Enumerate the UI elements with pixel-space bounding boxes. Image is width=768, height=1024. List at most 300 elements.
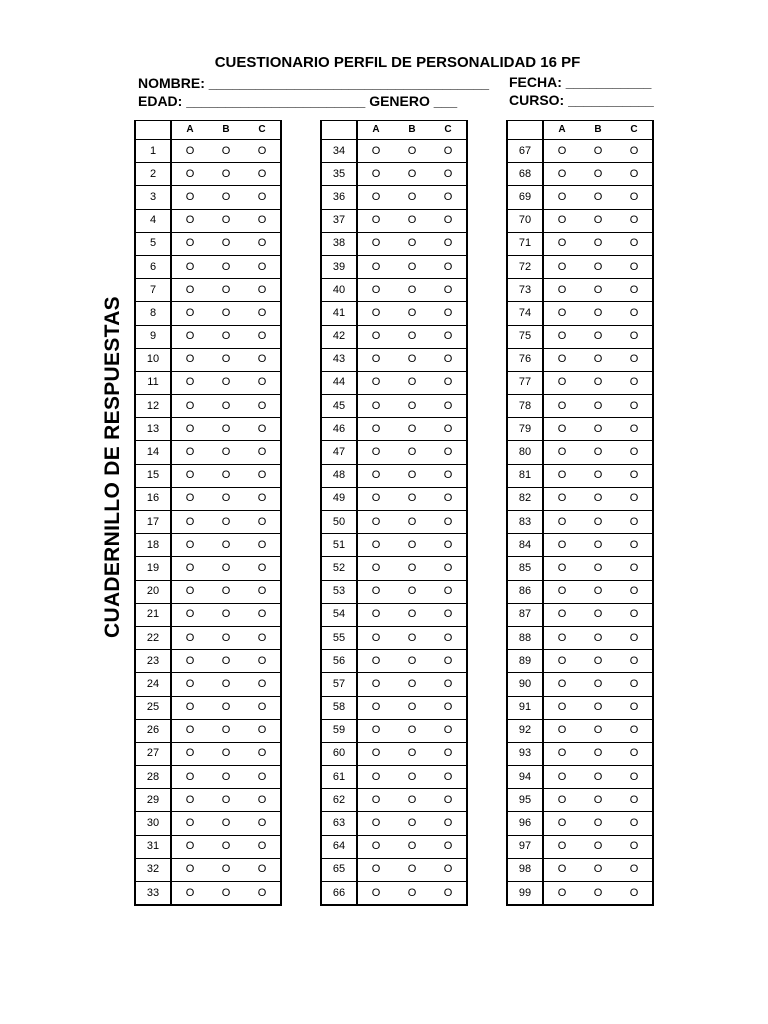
- answer-bubble-74-a[interactable]: O: [543, 302, 580, 325]
- answer-bubble-17-a[interactable]: O: [171, 511, 208, 534]
- answer-bubble-40-b[interactable]: O: [394, 279, 430, 302]
- answer-bubble-30-c[interactable]: O: [244, 812, 281, 835]
- age-gender-field[interactable]: EDAD: _______________________ GENERO ___: [138, 93, 458, 109]
- answer-bubble-62-c[interactable]: O: [430, 789, 467, 812]
- answer-bubble-37-c[interactable]: O: [430, 209, 467, 232]
- answer-bubble-50-c[interactable]: O: [430, 511, 467, 534]
- answer-bubble-22-a[interactable]: O: [171, 626, 208, 649]
- answer-bubble-61-b[interactable]: O: [394, 766, 430, 789]
- answer-bubble-84-c[interactable]: O: [616, 534, 653, 557]
- answer-bubble-46-a[interactable]: O: [357, 418, 394, 441]
- answer-bubble-21-a[interactable]: O: [171, 603, 208, 626]
- answer-bubble-86-c[interactable]: O: [616, 580, 653, 603]
- answer-bubble-41-b[interactable]: O: [394, 302, 430, 325]
- answer-bubble-12-b[interactable]: O: [208, 395, 244, 418]
- answer-bubble-55-b[interactable]: O: [394, 626, 430, 649]
- answer-bubble-16-a[interactable]: O: [171, 487, 208, 510]
- course-field[interactable]: CURSO: ___________: [509, 92, 654, 108]
- answer-bubble-36-a[interactable]: O: [357, 186, 394, 209]
- answer-bubble-76-b[interactable]: O: [580, 348, 616, 371]
- answer-bubble-29-b[interactable]: O: [208, 789, 244, 812]
- answer-bubble-7-a[interactable]: O: [171, 279, 208, 302]
- answer-bubble-18-c[interactable]: O: [244, 534, 281, 557]
- answer-bubble-80-a[interactable]: O: [543, 441, 580, 464]
- answer-bubble-44-c[interactable]: O: [430, 371, 467, 394]
- answer-bubble-52-c[interactable]: O: [430, 557, 467, 580]
- answer-bubble-4-c[interactable]: O: [244, 209, 281, 232]
- answer-bubble-56-b[interactable]: O: [394, 650, 430, 673]
- answer-bubble-76-c[interactable]: O: [616, 348, 653, 371]
- answer-bubble-98-b[interactable]: O: [580, 858, 616, 881]
- answer-bubble-79-b[interactable]: O: [580, 418, 616, 441]
- answer-bubble-73-b[interactable]: O: [580, 279, 616, 302]
- answer-bubble-4-a[interactable]: O: [171, 209, 208, 232]
- answer-bubble-57-b[interactable]: O: [394, 673, 430, 696]
- answer-bubble-88-b[interactable]: O: [580, 626, 616, 649]
- answer-bubble-24-b[interactable]: O: [208, 673, 244, 696]
- answer-bubble-53-a[interactable]: O: [357, 580, 394, 603]
- answer-bubble-96-b[interactable]: O: [580, 812, 616, 835]
- answer-bubble-69-c[interactable]: O: [616, 186, 653, 209]
- answer-bubble-59-c[interactable]: O: [430, 719, 467, 742]
- answer-bubble-86-a[interactable]: O: [543, 580, 580, 603]
- answer-bubble-2-b[interactable]: O: [208, 163, 244, 186]
- answer-bubble-8-b[interactable]: O: [208, 302, 244, 325]
- answer-bubble-60-a[interactable]: O: [357, 742, 394, 765]
- answer-bubble-39-a[interactable]: O: [357, 255, 394, 278]
- answer-bubble-74-b[interactable]: O: [580, 302, 616, 325]
- answer-bubble-71-a[interactable]: O: [543, 232, 580, 255]
- answer-bubble-27-c[interactable]: O: [244, 742, 281, 765]
- answer-bubble-28-c[interactable]: O: [244, 766, 281, 789]
- answer-bubble-28-a[interactable]: O: [171, 766, 208, 789]
- answer-bubble-70-b[interactable]: O: [580, 209, 616, 232]
- answer-bubble-73-a[interactable]: O: [543, 279, 580, 302]
- answer-bubble-71-c[interactable]: O: [616, 232, 653, 255]
- answer-bubble-66-c[interactable]: O: [430, 882, 467, 906]
- answer-bubble-58-b[interactable]: O: [394, 696, 430, 719]
- answer-bubble-10-c[interactable]: O: [244, 348, 281, 371]
- answer-bubble-66-a[interactable]: O: [357, 882, 394, 906]
- answer-bubble-31-b[interactable]: O: [208, 835, 244, 858]
- answer-bubble-70-c[interactable]: O: [616, 209, 653, 232]
- answer-bubble-38-c[interactable]: O: [430, 232, 467, 255]
- answer-bubble-64-c[interactable]: O: [430, 835, 467, 858]
- answer-bubble-67-b[interactable]: O: [580, 140, 616, 163]
- answer-bubble-36-b[interactable]: O: [394, 186, 430, 209]
- answer-bubble-46-b[interactable]: O: [394, 418, 430, 441]
- answer-bubble-72-c[interactable]: O: [616, 255, 653, 278]
- answer-bubble-19-c[interactable]: O: [244, 557, 281, 580]
- answer-bubble-20-b[interactable]: O: [208, 580, 244, 603]
- answer-bubble-18-b[interactable]: O: [208, 534, 244, 557]
- answer-bubble-74-c[interactable]: O: [616, 302, 653, 325]
- answer-bubble-21-c[interactable]: O: [244, 603, 281, 626]
- answer-bubble-46-c[interactable]: O: [430, 418, 467, 441]
- answer-bubble-82-c[interactable]: O: [616, 487, 653, 510]
- answer-bubble-59-a[interactable]: O: [357, 719, 394, 742]
- answer-bubble-47-a[interactable]: O: [357, 441, 394, 464]
- answer-bubble-88-c[interactable]: O: [616, 626, 653, 649]
- answer-bubble-77-a[interactable]: O: [543, 371, 580, 394]
- answer-bubble-81-a[interactable]: O: [543, 464, 580, 487]
- answer-bubble-72-b[interactable]: O: [580, 255, 616, 278]
- answer-bubble-97-b[interactable]: O: [580, 835, 616, 858]
- answer-bubble-41-c[interactable]: O: [430, 302, 467, 325]
- answer-bubble-78-b[interactable]: O: [580, 395, 616, 418]
- answer-bubble-37-a[interactable]: O: [357, 209, 394, 232]
- name-field[interactable]: NOMBRE: ____________________________________: [138, 75, 490, 91]
- answer-bubble-29-a[interactable]: O: [171, 789, 208, 812]
- answer-bubble-87-a[interactable]: O: [543, 603, 580, 626]
- answer-bubble-43-c[interactable]: O: [430, 348, 467, 371]
- answer-bubble-33-c[interactable]: O: [244, 882, 281, 906]
- answer-bubble-35-a[interactable]: O: [357, 163, 394, 186]
- answer-bubble-9-a[interactable]: O: [171, 325, 208, 348]
- answer-bubble-97-c[interactable]: O: [616, 835, 653, 858]
- answer-bubble-36-c[interactable]: O: [430, 186, 467, 209]
- answer-bubble-75-b[interactable]: O: [580, 325, 616, 348]
- answer-bubble-5-a[interactable]: O: [171, 232, 208, 255]
- answer-bubble-81-c[interactable]: O: [616, 464, 653, 487]
- answer-bubble-23-b[interactable]: O: [208, 650, 244, 673]
- answer-bubble-10-b[interactable]: O: [208, 348, 244, 371]
- answer-bubble-94-b[interactable]: O: [580, 766, 616, 789]
- answer-bubble-26-c[interactable]: O: [244, 719, 281, 742]
- answer-bubble-22-b[interactable]: O: [208, 626, 244, 649]
- answer-bubble-73-c[interactable]: O: [616, 279, 653, 302]
- answer-bubble-92-b[interactable]: O: [580, 719, 616, 742]
- answer-bubble-52-b[interactable]: O: [394, 557, 430, 580]
- date-field[interactable]: FECHA: ___________: [509, 74, 652, 90]
- answer-bubble-96-c[interactable]: O: [616, 812, 653, 835]
- answer-bubble-91-a[interactable]: O: [543, 696, 580, 719]
- answer-bubble-64-b[interactable]: O: [394, 835, 430, 858]
- answer-bubble-1-c[interactable]: O: [244, 140, 281, 163]
- answer-bubble-11-b[interactable]: O: [208, 371, 244, 394]
- answer-bubble-2-a[interactable]: O: [171, 163, 208, 186]
- answer-bubble-49-a[interactable]: O: [357, 487, 394, 510]
- answer-bubble-62-b[interactable]: O: [394, 789, 430, 812]
- answer-bubble-93-b[interactable]: O: [580, 742, 616, 765]
- answer-bubble-34-a[interactable]: O: [357, 140, 394, 163]
- answer-bubble-77-c[interactable]: O: [616, 371, 653, 394]
- answer-bubble-38-b[interactable]: O: [394, 232, 430, 255]
- answer-bubble-26-a[interactable]: O: [171, 719, 208, 742]
- answer-bubble-54-b[interactable]: O: [394, 603, 430, 626]
- answer-bubble-70-a[interactable]: O: [543, 209, 580, 232]
- answer-bubble-83-a[interactable]: O: [543, 511, 580, 534]
- answer-bubble-62-a[interactable]: O: [357, 789, 394, 812]
- answer-bubble-65-c[interactable]: O: [430, 858, 467, 881]
- answer-bubble-45-c[interactable]: O: [430, 395, 467, 418]
- answer-bubble-56-a[interactable]: O: [357, 650, 394, 673]
- answer-bubble-34-b[interactable]: O: [394, 140, 430, 163]
- answer-bubble-69-b[interactable]: O: [580, 186, 616, 209]
- answer-bubble-57-c[interactable]: O: [430, 673, 467, 696]
- answer-bubble-99-b[interactable]: O: [580, 882, 616, 906]
- answer-bubble-13-c[interactable]: O: [244, 418, 281, 441]
- answer-bubble-98-c[interactable]: O: [616, 858, 653, 881]
- answer-bubble-93-c[interactable]: O: [616, 742, 653, 765]
- answer-bubble-37-b[interactable]: O: [394, 209, 430, 232]
- answer-bubble-68-b[interactable]: O: [580, 163, 616, 186]
- answer-bubble-22-c[interactable]: O: [244, 626, 281, 649]
- answer-bubble-24-c[interactable]: O: [244, 673, 281, 696]
- answer-bubble-23-a[interactable]: O: [171, 650, 208, 673]
- answer-bubble-10-a[interactable]: O: [171, 348, 208, 371]
- answer-bubble-13-a[interactable]: O: [171, 418, 208, 441]
- answer-bubble-89-b[interactable]: O: [580, 650, 616, 673]
- answer-bubble-38-a[interactable]: O: [357, 232, 394, 255]
- answer-bubble-50-b[interactable]: O: [394, 511, 430, 534]
- answer-bubble-87-b[interactable]: O: [580, 603, 616, 626]
- answer-bubble-7-c[interactable]: O: [244, 279, 281, 302]
- answer-bubble-91-c[interactable]: O: [616, 696, 653, 719]
- answer-bubble-84-b[interactable]: O: [580, 534, 616, 557]
- answer-bubble-90-a[interactable]: O: [543, 673, 580, 696]
- answer-bubble-58-c[interactable]: O: [430, 696, 467, 719]
- answer-bubble-92-c[interactable]: O: [616, 719, 653, 742]
- answer-bubble-92-a[interactable]: O: [543, 719, 580, 742]
- answer-bubble-76-a[interactable]: O: [543, 348, 580, 371]
- answer-bubble-88-a[interactable]: O: [543, 626, 580, 649]
- answer-bubble-25-b[interactable]: O: [208, 696, 244, 719]
- answer-bubble-90-c[interactable]: O: [616, 673, 653, 696]
- answer-bubble-89-a[interactable]: O: [543, 650, 580, 673]
- answer-bubble-94-a[interactable]: O: [543, 766, 580, 789]
- answer-bubble-3-a[interactable]: O: [171, 186, 208, 209]
- answer-bubble-44-b[interactable]: O: [394, 371, 430, 394]
- answer-bubble-65-b[interactable]: O: [394, 858, 430, 881]
- answer-bubble-40-c[interactable]: O: [430, 279, 467, 302]
- answer-bubble-7-b[interactable]: O: [208, 279, 244, 302]
- answer-bubble-25-a[interactable]: O: [171, 696, 208, 719]
- answer-bubble-35-b[interactable]: O: [394, 163, 430, 186]
- answer-bubble-31-a[interactable]: O: [171, 835, 208, 858]
- answer-bubble-27-b[interactable]: O: [208, 742, 244, 765]
- answer-bubble-64-a[interactable]: O: [357, 835, 394, 858]
- answer-bubble-80-c[interactable]: O: [616, 441, 653, 464]
- answer-bubble-95-b[interactable]: O: [580, 789, 616, 812]
- answer-bubble-66-b[interactable]: O: [394, 882, 430, 906]
- answer-bubble-32-a[interactable]: O: [171, 858, 208, 881]
- answer-bubble-35-c[interactable]: O: [430, 163, 467, 186]
- answer-bubble-48-a[interactable]: O: [357, 464, 394, 487]
- answer-bubble-79-a[interactable]: O: [543, 418, 580, 441]
- answer-bubble-95-a[interactable]: O: [543, 789, 580, 812]
- answer-bubble-41-a[interactable]: O: [357, 302, 394, 325]
- answer-bubble-90-b[interactable]: O: [580, 673, 616, 696]
- answer-bubble-63-c[interactable]: O: [430, 812, 467, 835]
- answer-bubble-93-a[interactable]: O: [543, 742, 580, 765]
- answer-bubble-54-a[interactable]: O: [357, 603, 394, 626]
- answer-bubble-77-b[interactable]: O: [580, 371, 616, 394]
- answer-bubble-99-a[interactable]: O: [543, 882, 580, 906]
- answer-bubble-85-c[interactable]: O: [616, 557, 653, 580]
- answer-bubble-49-c[interactable]: O: [430, 487, 467, 510]
- answer-bubble-48-c[interactable]: O: [430, 464, 467, 487]
- answer-bubble-2-c[interactable]: O: [244, 163, 281, 186]
- answer-bubble-15-c[interactable]: O: [244, 464, 281, 487]
- answer-bubble-61-a[interactable]: O: [357, 766, 394, 789]
- answer-bubble-8-a[interactable]: O: [171, 302, 208, 325]
- answer-bubble-89-c[interactable]: O: [616, 650, 653, 673]
- answer-bubble-19-a[interactable]: O: [171, 557, 208, 580]
- answer-bubble-13-b[interactable]: O: [208, 418, 244, 441]
- answer-bubble-50-a[interactable]: O: [357, 511, 394, 534]
- answer-bubble-39-b[interactable]: O: [394, 255, 430, 278]
- answer-bubble-67-c[interactable]: O: [616, 140, 653, 163]
- answer-bubble-29-c[interactable]: O: [244, 789, 281, 812]
- answer-bubble-20-a[interactable]: O: [171, 580, 208, 603]
- answer-bubble-55-c[interactable]: O: [430, 626, 467, 649]
- answer-bubble-23-c[interactable]: O: [244, 650, 281, 673]
- answer-bubble-81-b[interactable]: O: [580, 464, 616, 487]
- answer-bubble-6-a[interactable]: O: [171, 255, 208, 278]
- answer-bubble-68-c[interactable]: O: [616, 163, 653, 186]
- answer-bubble-99-c[interactable]: O: [616, 882, 653, 906]
- answer-bubble-43-a[interactable]: O: [357, 348, 394, 371]
- answer-bubble-25-c[interactable]: O: [244, 696, 281, 719]
- answer-bubble-32-b[interactable]: O: [208, 858, 244, 881]
- answer-bubble-75-a[interactable]: O: [543, 325, 580, 348]
- answer-bubble-33-a[interactable]: O: [171, 882, 208, 906]
- answer-bubble-21-b[interactable]: O: [208, 603, 244, 626]
- answer-bubble-16-b[interactable]: O: [208, 487, 244, 510]
- answer-bubble-82-b[interactable]: O: [580, 487, 616, 510]
- answer-bubble-3-c[interactable]: O: [244, 186, 281, 209]
- answer-bubble-18-a[interactable]: O: [171, 534, 208, 557]
- answer-bubble-84-a[interactable]: O: [543, 534, 580, 557]
- answer-bubble-30-b[interactable]: O: [208, 812, 244, 835]
- answer-bubble-45-a[interactable]: O: [357, 395, 394, 418]
- answer-bubble-48-b[interactable]: O: [394, 464, 430, 487]
- answer-bubble-51-c[interactable]: O: [430, 534, 467, 557]
- answer-bubble-61-c[interactable]: O: [430, 766, 467, 789]
- answer-bubble-94-c[interactable]: O: [616, 766, 653, 789]
- answer-bubble-52-a[interactable]: O: [357, 557, 394, 580]
- answer-bubble-55-a[interactable]: O: [357, 626, 394, 649]
- answer-bubble-95-c[interactable]: O: [616, 789, 653, 812]
- answer-bubble-39-c[interactable]: O: [430, 255, 467, 278]
- answer-bubble-78-c[interactable]: O: [616, 395, 653, 418]
- answer-bubble-87-c[interactable]: O: [616, 603, 653, 626]
- answer-bubble-9-b[interactable]: O: [208, 325, 244, 348]
- answer-bubble-42-b[interactable]: O: [394, 325, 430, 348]
- answer-bubble-19-b[interactable]: O: [208, 557, 244, 580]
- answer-bubble-60-c[interactable]: O: [430, 742, 467, 765]
- answer-bubble-17-b[interactable]: O: [208, 511, 244, 534]
- answer-bubble-16-c[interactable]: O: [244, 487, 281, 510]
- answer-bubble-43-b[interactable]: O: [394, 348, 430, 371]
- answer-bubble-15-b[interactable]: O: [208, 464, 244, 487]
- answer-bubble-11-c[interactable]: O: [244, 371, 281, 394]
- answer-bubble-12-a[interactable]: O: [171, 395, 208, 418]
- answer-bubble-80-b[interactable]: O: [580, 441, 616, 464]
- answer-bubble-14-b[interactable]: O: [208, 441, 244, 464]
- answer-bubble-34-c[interactable]: O: [430, 140, 467, 163]
- answer-bubble-6-b[interactable]: O: [208, 255, 244, 278]
- answer-bubble-54-c[interactable]: O: [430, 603, 467, 626]
- answer-bubble-40-a[interactable]: O: [357, 279, 394, 302]
- answer-bubble-9-c[interactable]: O: [244, 325, 281, 348]
- answer-bubble-47-c[interactable]: O: [430, 441, 467, 464]
- answer-bubble-17-c[interactable]: O: [244, 511, 281, 534]
- answer-bubble-3-b[interactable]: O: [208, 186, 244, 209]
- answer-bubble-79-c[interactable]: O: [616, 418, 653, 441]
- answer-bubble-75-c[interactable]: O: [616, 325, 653, 348]
- answer-bubble-24-a[interactable]: O: [171, 673, 208, 696]
- answer-bubble-72-a[interactable]: O: [543, 255, 580, 278]
- answer-bubble-51-b[interactable]: O: [394, 534, 430, 557]
- answer-bubble-78-a[interactable]: O: [543, 395, 580, 418]
- answer-bubble-47-b[interactable]: O: [394, 441, 430, 464]
- answer-bubble-96-a[interactable]: O: [543, 812, 580, 835]
- answer-bubble-83-c[interactable]: O: [616, 511, 653, 534]
- answer-bubble-82-a[interactable]: O: [543, 487, 580, 510]
- answer-bubble-65-a[interactable]: O: [357, 858, 394, 881]
- answer-bubble-5-c[interactable]: O: [244, 232, 281, 255]
- answer-bubble-69-a[interactable]: O: [543, 186, 580, 209]
- answer-bubble-53-c[interactable]: O: [430, 580, 467, 603]
- answer-bubble-30-a[interactable]: O: [171, 812, 208, 835]
- answer-bubble-68-a[interactable]: O: [543, 163, 580, 186]
- answer-bubble-98-a[interactable]: O: [543, 858, 580, 881]
- answer-bubble-63-a[interactable]: O: [357, 812, 394, 835]
- answer-bubble-45-b[interactable]: O: [394, 395, 430, 418]
- answer-bubble-1-a[interactable]: O: [171, 140, 208, 163]
- answer-bubble-57-a[interactable]: O: [357, 673, 394, 696]
- answer-bubble-5-b[interactable]: O: [208, 232, 244, 255]
- answer-bubble-32-c[interactable]: O: [244, 858, 281, 881]
- answer-bubble-56-c[interactable]: O: [430, 650, 467, 673]
- answer-bubble-42-a[interactable]: O: [357, 325, 394, 348]
- answer-bubble-4-b[interactable]: O: [208, 209, 244, 232]
- answer-bubble-49-b[interactable]: O: [394, 487, 430, 510]
- answer-bubble-60-b[interactable]: O: [394, 742, 430, 765]
- answer-bubble-27-a[interactable]: O: [171, 742, 208, 765]
- answer-bubble-26-b[interactable]: O: [208, 719, 244, 742]
- answer-bubble-14-c[interactable]: O: [244, 441, 281, 464]
- answer-bubble-42-c[interactable]: O: [430, 325, 467, 348]
- answer-bubble-59-b[interactable]: O: [394, 719, 430, 742]
- answer-bubble-44-a[interactable]: O: [357, 371, 394, 394]
- answer-bubble-33-b[interactable]: O: [208, 882, 244, 906]
- answer-bubble-58-a[interactable]: O: [357, 696, 394, 719]
- answer-bubble-14-a[interactable]: O: [171, 441, 208, 464]
- answer-bubble-1-b[interactable]: O: [208, 140, 244, 163]
- answer-bubble-11-a[interactable]: O: [171, 371, 208, 394]
- answer-bubble-12-c[interactable]: O: [244, 395, 281, 418]
- answer-bubble-28-b[interactable]: O: [208, 766, 244, 789]
- answer-bubble-97-a[interactable]: O: [543, 835, 580, 858]
- answer-bubble-67-a[interactable]: O: [543, 140, 580, 163]
- answer-bubble-8-c[interactable]: O: [244, 302, 281, 325]
- answer-bubble-85-b[interactable]: O: [580, 557, 616, 580]
- answer-bubble-86-b[interactable]: O: [580, 580, 616, 603]
- answer-bubble-83-b[interactable]: O: [580, 511, 616, 534]
- answer-bubble-91-b[interactable]: O: [580, 696, 616, 719]
- answer-bubble-53-b[interactable]: O: [394, 580, 430, 603]
- answer-bubble-63-b[interactable]: O: [394, 812, 430, 835]
- answer-bubble-15-a[interactable]: O: [171, 464, 208, 487]
- answer-bubble-31-c[interactable]: O: [244, 835, 281, 858]
- answer-bubble-20-c[interactable]: O: [244, 580, 281, 603]
- answer-bubble-71-b[interactable]: O: [580, 232, 616, 255]
- answer-bubble-85-a[interactable]: O: [543, 557, 580, 580]
- answer-bubble-6-c[interactable]: O: [244, 255, 281, 278]
